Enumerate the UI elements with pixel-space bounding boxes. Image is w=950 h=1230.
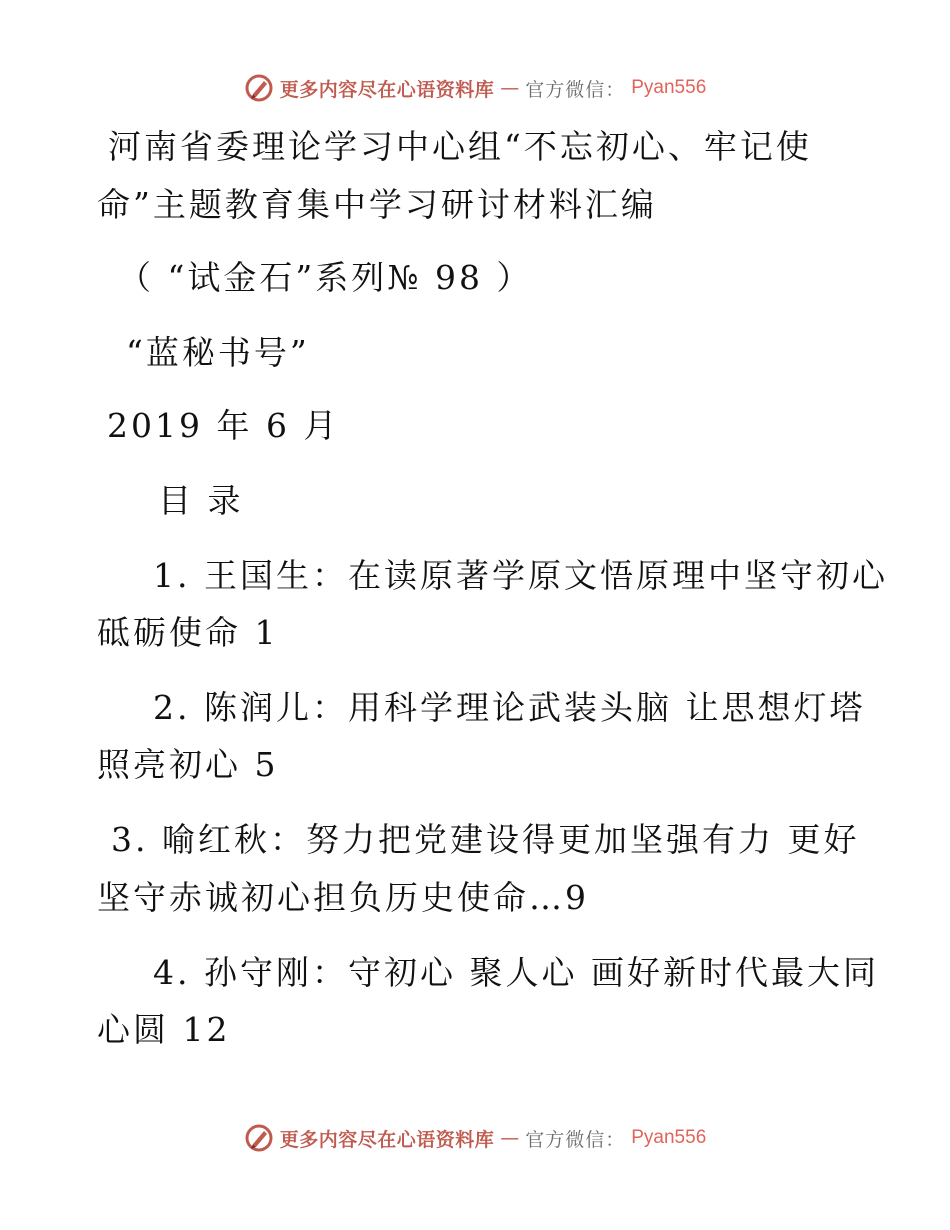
document-title-line1: 河南省委理论学习中心组“不忘初心、牢记使: [108, 127, 812, 166]
pen-logo-icon: [244, 1123, 274, 1153]
toc-item-3-line2: 坚守赤诚初心担负历史使命…9: [97, 878, 589, 917]
footer-watermark: [0, 1123, 950, 1153]
toc-item-4-line2: 心圆 12: [97, 1010, 231, 1049]
toc-heading: 目 录: [158, 481, 244, 520]
watermark-sub-text: 官方微信：: [525, 78, 626, 101]
document-title-line2: 命”主题教育集中学习研讨材料汇编: [97, 185, 657, 224]
header-watermark: [0, 73, 950, 103]
series-label: （ “试金石”系列№ 98 ）: [118, 258, 533, 297]
watermark-dash: —: [500, 77, 520, 99]
toc-item-1-line2: 砥砺使命 1: [97, 613, 279, 652]
toc-item-2-line2: 照亮初心 5: [97, 745, 279, 784]
toc-item-1-line1: 1. 王国生：在读原著学原文悟原理中坚守初心: [153, 556, 888, 595]
pen-logo-icon: [244, 73, 274, 103]
watermark-sub-text: 官方微信：: [525, 1128, 626, 1151]
watermark-wechat-id: Pyan556: [631, 1127, 707, 1148]
toc-item-3-line1: 3. 喻红秋：努力把党建设得更加坚强有力 更好: [111, 820, 860, 859]
toc-item-4-line1: 4. 孙守刚：守初心 聚人心 画好新时代最大同: [153, 953, 879, 992]
watermark-main-text: 更多内容尽在心语资料库: [279, 1128, 495, 1151]
toc-item-2-line1: 2. 陈润儿：用科学理论武装头脑 让思想灯塔: [153, 688, 866, 727]
document-date: 2019 年 6 月: [107, 406, 340, 445]
watermark-wechat-id: Pyan556: [631, 77, 707, 98]
watermark-dash: —: [500, 1127, 520, 1149]
source-label: “蓝秘书号”: [126, 333, 310, 372]
watermark-main-text: 更多内容尽在心语资料库: [279, 78, 495, 101]
